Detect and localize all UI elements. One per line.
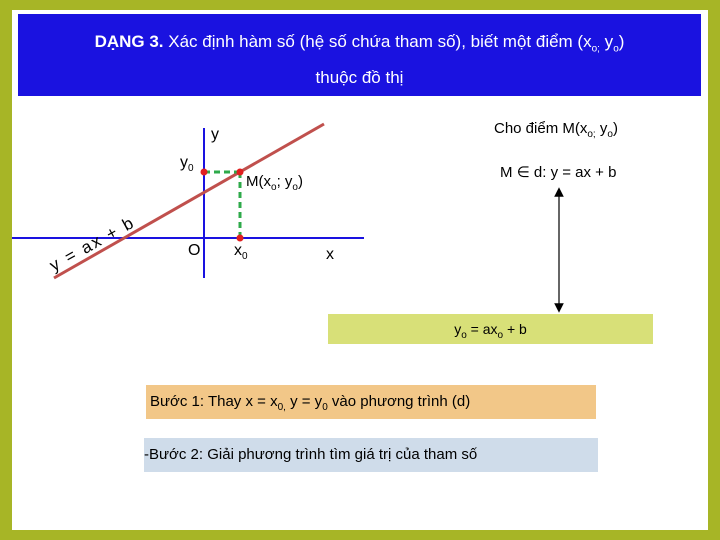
x0-text: x — [234, 242, 242, 259]
title-text: Xác định hàm số (hệ số chứa tham số), biết một điểm (x — [163, 32, 592, 51]
y0-sub: 0 — [188, 163, 194, 175]
step1-sub2: 0 — [322, 402, 328, 413]
step-2-box: -Bước 2: Giải phương trình tìm giá trị của tham số — [144, 438, 598, 472]
step1-text-b: y = y — [285, 393, 323, 410]
point-m-text-a: M(x — [246, 173, 271, 190]
formula-text-c: + b — [503, 321, 527, 337]
given-sub1: o; — [587, 129, 596, 140]
point-m-text-b: ; y — [276, 173, 293, 190]
y-axis-label: y — [211, 126, 219, 143]
point-m-text-c: ) — [297, 173, 303, 190]
title-sub-2: o — [613, 43, 619, 55]
step1-text-a: Bước 1: Thay x = x — [150, 393, 278, 410]
given-sub2: o — [607, 129, 613, 140]
step1-sub1: 0, — [277, 402, 286, 413]
formula-text-a: y — [454, 321, 462, 337]
given-text-c: ) — [612, 120, 618, 137]
line-equation-label: y = ax + b — [46, 212, 139, 276]
x0-label — [234, 242, 248, 262]
title-line-2: thuộc đồ thị — [315, 68, 404, 87]
point-m-sub1: o — [271, 182, 277, 193]
title-sub-1: o; — [591, 43, 600, 55]
point-m-sub2: o — [292, 182, 298, 193]
given-text-b: y — [595, 120, 608, 137]
x-axis-label: x — [326, 246, 334, 263]
title-end: ) — [618, 32, 625, 51]
point-y0 — [201, 169, 208, 176]
step1-text-c: vào phương trình (d) — [327, 393, 471, 410]
slide — [12, 10, 708, 530]
y0-text: y — [180, 154, 188, 171]
point-m — [237, 169, 244, 176]
formula-text-b: = ax — [466, 321, 498, 337]
step-1-box — [146, 385, 596, 419]
given-point — [494, 120, 618, 140]
formula-box — [328, 314, 653, 344]
title-mid: y — [599, 32, 614, 51]
formula-sub2: o — [497, 329, 504, 341]
origin-label: O — [188, 242, 201, 259]
y0-label — [180, 154, 194, 174]
formula-sub1: o — [461, 329, 467, 341]
point-m-label — [246, 173, 303, 193]
membership-text: M ∈ d: y = ax + b — [500, 164, 617, 181]
x0-sub: 0 — [242, 251, 248, 263]
point-x0 — [237, 235, 244, 242]
given-text-a: Cho điểm M(x — [494, 120, 588, 137]
title-prefix: DẠNG 3. — [94, 32, 164, 51]
